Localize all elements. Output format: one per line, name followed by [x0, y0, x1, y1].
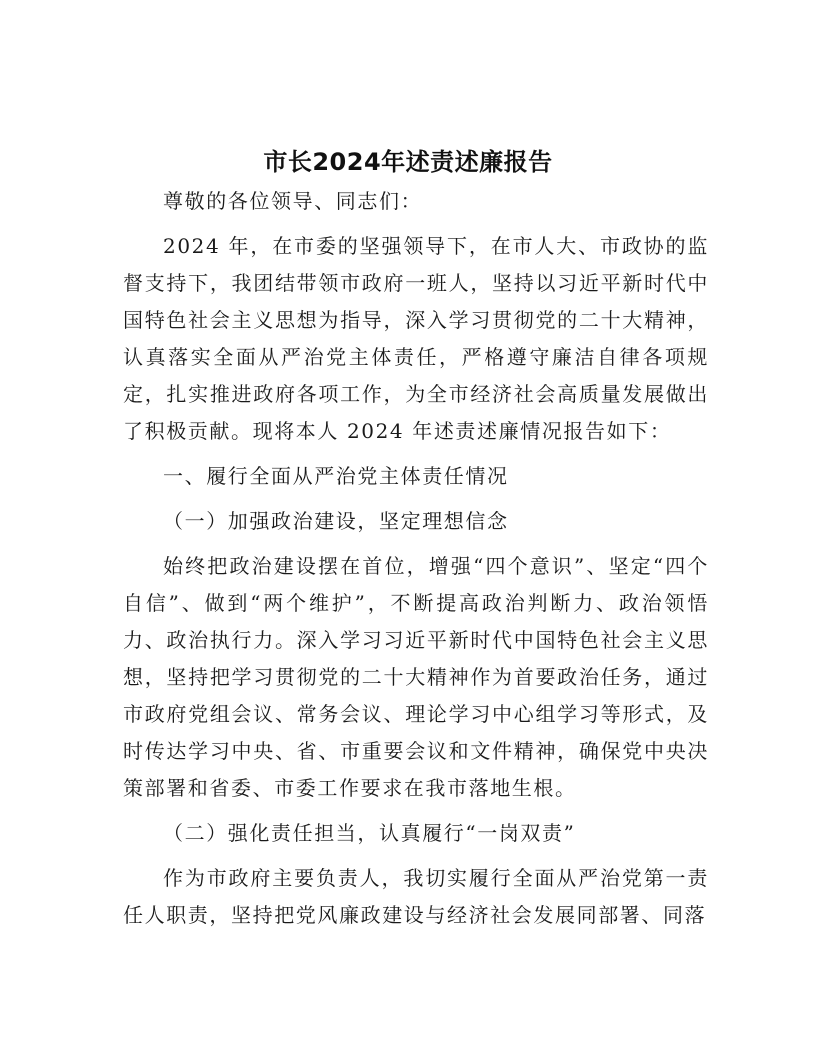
subsection-paragraph-1: 始终把政治建设摆在首位，增强“四个意识”、坚定“四个自信”、做到“两个维护”，不断提高政治判断力、政治领悟力、政治执行力。深入学习习近平新时代中国特色社会主义思想，坚持把学习贯彻党的二十大精神作为首要政治任务，通过市政府党组会议、常务会议、理论学习中心组学习等形式，及时传达学习中央、省、市重要会议和文件精神，确保党中央决策部署和省委、市委工作要求在我市落地生根。 [123, 554, 709, 800]
subsection-heading-2: （二）强化责任担当，认真履行“一岗双责” [163, 821, 576, 845]
section-heading-1: 一、履行全面从严治党主体责任情况 [163, 464, 509, 488]
salutation: 尊敬的各位领导、同志们： [163, 189, 423, 213]
intro-paragraph: 2024 年，在市委的坚强领导下，在市人大、市政协的监督支持下，我团结带领市政府一班人，坚持以习近平新时代中国特色社会主义思想为指导，深入学习贯彻党的二十大精神，认真落实全面从严治党主体责任，严格遵守廉洁自律各项规定，扎实推进政府各项工作，为全市经济社会高质量发展做出了积极贡献。现将本人 2024 年述责述廉情况报告如下： [123, 234, 709, 443]
document-body [123, 183, 709, 942]
subsection-paragraph-2: 作为市政府主要负责人，我切实履行全面从严治党第一责任人职责，坚持把党风廉政建设与经济社会发展同部署、同落 [123, 866, 709, 927]
document-title: 市长2024年述责述廉报告 [263, 148, 553, 176]
subsection-heading-1: （一）加强政治建设，坚定理想信念 [163, 509, 509, 533]
